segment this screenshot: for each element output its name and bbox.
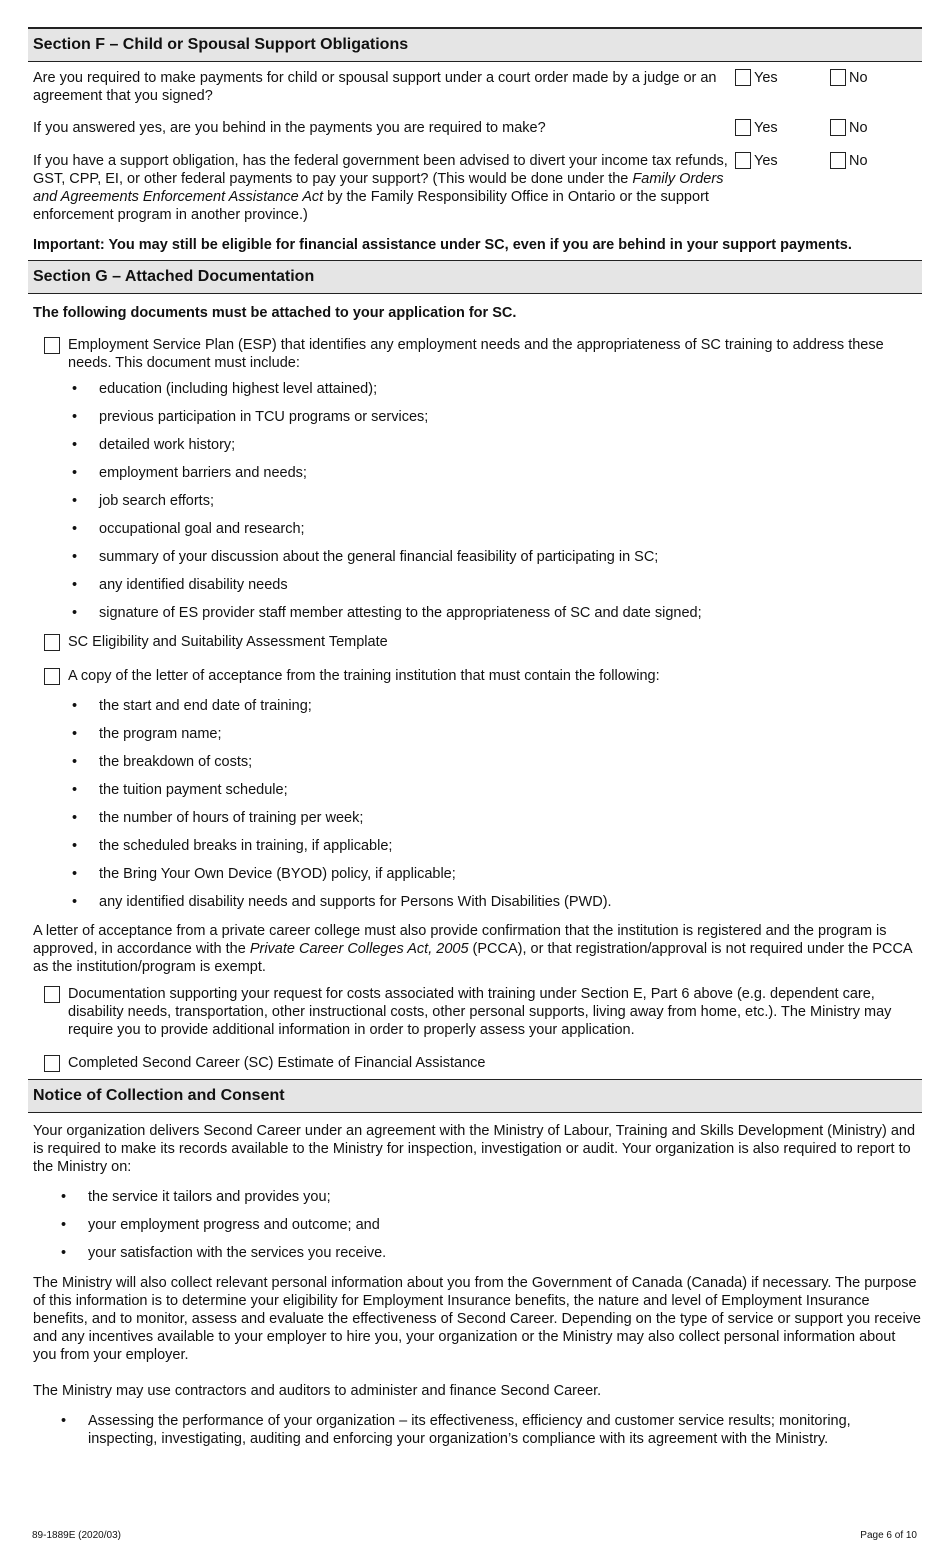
bullet-icon: • (72, 894, 78, 910)
list-item-text: the number of hours of training per week; (99, 810, 364, 826)
list-item (28, 604, 922, 622)
esp-requirements-list (28, 380, 922, 622)
bullet-icon: • (72, 437, 78, 453)
no-checkbox[interactable] (830, 152, 846, 169)
federal-divert-question (28, 152, 922, 224)
list-item (28, 837, 922, 855)
yes-label: Yes (754, 153, 778, 169)
no-checkbox[interactable] (830, 119, 846, 136)
list-item-text: any identified disability needs (99, 577, 288, 593)
supporting-documentation-item (28, 985, 922, 1039)
behind-payments-yes[interactable] (735, 119, 778, 137)
bullet-icon: • (72, 493, 78, 509)
bullet-icon: • (72, 465, 78, 481)
acceptance-letter-checkbox[interactable] (44, 668, 60, 685)
bullet-icon: • (61, 1245, 67, 1261)
notice-paragraph-3: The Ministry may use contractors and auditors to administer and finance Second Career. (33, 1383, 602, 1399)
bullet-icon: • (72, 698, 78, 714)
list-item-text: the scheduled breaks in training, if applicable; (99, 838, 393, 854)
important-note: Important: You may still be eligible for financial assistance under SC, even if you are behind in your support payments. (33, 237, 852, 253)
esp-label: Employment Service Plan (ESP) that identifies any employment needs and the appropriateness of SC training to address these needs. This document must include: (68, 337, 884, 371)
support-obligation-question (28, 69, 922, 105)
supporting-documentation-checkbox[interactable] (44, 986, 60, 1003)
list-item (28, 464, 922, 482)
list-item (28, 380, 922, 398)
acceptance-letter-label: A copy of the letter of acceptance from the training institution that must contain the following: (68, 668, 660, 684)
list-item-text: your satisfaction with the services you receive. (88, 1245, 387, 1261)
support-obligation-yes[interactable] (735, 69, 778, 87)
list-item-text: occupational goal and research; (99, 521, 305, 537)
list-item (28, 1244, 922, 1262)
acceptance-requirements-list (28, 697, 922, 911)
bullet-icon: • (72, 549, 78, 565)
bullet-icon: • (61, 1217, 67, 1233)
question-text-part-b: by the Family Responsibility Office in Ontario or the support enforcement program in another province.) (33, 189, 709, 223)
bullet-icon: • (72, 726, 78, 742)
page-number: Page 6 of 10 (860, 1530, 917, 1541)
bullet-icon: • (72, 810, 78, 826)
list-item-text: the tuition payment schedule; (99, 782, 288, 798)
yes-label: Yes (754, 70, 778, 86)
list-item-text: signature of ES provider staff member attesting to the appropriateness of SC and date signed; (99, 605, 702, 621)
list-item (28, 893, 922, 911)
list-item (28, 697, 922, 715)
acceptance-letter-item (28, 667, 922, 685)
section-g-title: Section G – Attached Documentation (33, 268, 315, 285)
bullet-icon: • (72, 838, 78, 854)
list-item (28, 725, 922, 743)
estimate-checkbox[interactable] (44, 1055, 60, 1072)
list-item (28, 408, 922, 426)
yes-label: Yes (754, 120, 778, 136)
estimate-label: Completed Second Career (SC) Estimate of Financial Assistance (68, 1055, 486, 1071)
list-item (28, 576, 922, 594)
bullet-icon: • (72, 409, 78, 425)
bullet-icon: • (72, 605, 78, 621)
list-item-text: the program name; (99, 726, 222, 742)
eligibility-template-checkbox[interactable] (44, 634, 60, 651)
list-item-text: the service it tailors and provides you; (88, 1189, 331, 1205)
federal-divert-no[interactable] (830, 152, 868, 170)
support-obligation-no[interactable] (830, 69, 868, 87)
list-item-text: education (including highest level attained); (99, 381, 378, 397)
act-name: Family Orders and Agreements Enforcement Assistance Act (33, 171, 724, 205)
private-college-text-b: (PCCA), or that registration/approval is not required under the PCCA as the institution/program is exempt. (33, 941, 912, 975)
notice-header (28, 1079, 922, 1113)
federal-divert-yes[interactable] (735, 152, 778, 170)
no-label: No (849, 153, 868, 169)
notice-report-list (28, 1188, 922, 1262)
question-text-part-a: If you have a support obligation, has the federal government been advised to divert your income tax refunds, GST, CPP, EI, or other federal payments to pay your support? (This would be done under the (33, 153, 728, 187)
bullet-icon: • (72, 577, 78, 593)
list-item (28, 520, 922, 538)
private-college-note (28, 922, 922, 976)
list-item (28, 809, 922, 827)
no-label: No (849, 120, 868, 136)
list-item (28, 865, 922, 883)
notice-paragraph-1: Your organization delivers Second Career under an agreement with the Ministry of Labour, Training and Skills Development (Ministry) and is required to make its records available to the Ministry for inspection, investigation or audit. Your organization is also required to report to the Ministry on: (33, 1123, 916, 1175)
list-item-text: the Bring Your Own Device (BYOD) policy, if applicable; (99, 866, 456, 882)
list-item-text: the start and end date of training; (99, 698, 312, 714)
yes-checkbox[interactable] (735, 119, 751, 136)
notice-title: Notice of Collection and Consent (33, 1087, 285, 1104)
form-page (28, 27, 922, 1448)
list-item-text: Assessing the performance of your organization – its effectiveness, efficiency and customer service results; monitoring, inspecting, investigating, auditing and enforcing your organization’s compliance with its agreement with the Ministry. (88, 1413, 851, 1447)
supporting-documentation-label: Documentation supporting your request for costs associated with training under Section E, Part 6 above (e.g. dependent care, disability needs, transportation, other instructional costs, other personal supports, living away from home, etc.). The Ministry may require you to provide additional information in order to properly assess your application. (68, 986, 892, 1038)
bullet-icon: • (61, 1189, 67, 1205)
list-item-text: employment barriers and needs; (99, 465, 307, 481)
no-checkbox[interactable] (830, 69, 846, 86)
section-f-title: Section F – Child or Spousal Support Obligations (33, 36, 409, 53)
list-item-text: detailed work history; (99, 437, 236, 453)
bullet-icon: • (72, 754, 78, 770)
bullet-icon: • (61, 1413, 67, 1429)
section-g-header (28, 260, 922, 294)
no-label: No (849, 70, 868, 86)
yes-checkbox[interactable] (735, 152, 751, 169)
question-text (33, 152, 728, 224)
question-text: Are you required to make payments for child or spousal support under a court order made by a judge or an agreement that you signed? (33, 70, 717, 104)
pcca-act-name: Private Career Colleges Act, 2005 (249, 941, 469, 957)
list-item (28, 781, 922, 799)
yes-checkbox[interactable] (735, 69, 751, 86)
esp-checkbox[interactable] (44, 337, 60, 354)
list-item-text: the breakdown of costs; (99, 754, 253, 770)
bullet-icon: • (72, 782, 78, 798)
list-item (28, 436, 922, 454)
behind-payments-no[interactable] (830, 119, 868, 137)
bullet-icon: • (72, 521, 78, 537)
question-text: If you answered yes, are you behind in the payments you are required to make? (33, 120, 546, 136)
list-item (28, 1412, 922, 1448)
list-item-text: previous participation in TCU programs or services; (99, 409, 429, 425)
bullet-icon: • (72, 866, 78, 882)
notice-purpose-list (28, 1412, 922, 1448)
private-college-text-a: A letter of acceptance from a private career college must also provide confirmation that the institution is registered and the program is approved, in accordance with the (33, 923, 887, 957)
list-item (28, 1216, 922, 1234)
list-item (28, 492, 922, 510)
esp-item (28, 336, 922, 372)
list-item-text: your employment progress and outcome; and (88, 1217, 380, 1233)
list-item (28, 1188, 922, 1206)
list-item-text: summary of your discussion about the general financial feasibility of participating in SC; (99, 549, 659, 565)
list-item (28, 548, 922, 566)
section-g-intro: The following documents must be attached to your application for SC. (33, 305, 517, 321)
form-number: 89-1889E (2020/03) (32, 1530, 121, 1541)
behind-payments-question (28, 119, 922, 137)
list-item-text: job search efforts; (99, 493, 214, 509)
eligibility-template-label: SC Eligibility and Suitability Assessment Template (68, 634, 388, 650)
estimate-item (28, 1054, 922, 1072)
eligibility-template-item (28, 633, 922, 651)
bullet-icon: • (72, 381, 78, 397)
section-f-header (28, 27, 922, 62)
list-item (28, 753, 922, 771)
notice-paragraph-2: The Ministry will also collect relevant personal information about you from the Government of Canada (Canada) if necessary. The purpose of this information is to determine your eligibility for Employment Insurance benefits, the nature and level of Employment Insurance benefits, and to monitor, assess and evaluate the effectiveness of Second Career. Depending on the type of service or support you receive and any incentives available to your employer to hire you, your organization or the Ministry may also collect personal information about you from your employer. (33, 1275, 921, 1363)
list-item-text: any identified disability needs and supports for Persons With Disabilities (PWD). (99, 894, 612, 910)
